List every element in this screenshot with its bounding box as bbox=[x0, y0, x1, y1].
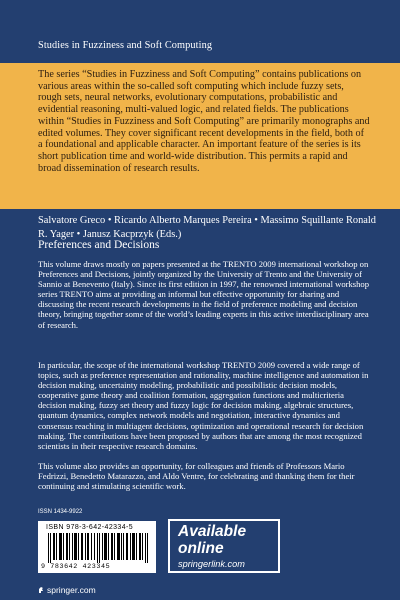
series-description: The series “Studies in Fuzziness and Soft Computing” contains publications on various areas within the so-called soft computing which include fuzzy sets, rough sets, neural networks, evolutionary computations, probabilistic and evidential reasoning, multi-valued logic, and related fields. The publications within “Studies in Fuzziness and Soft Computing” are primarily monographs and edited volumes. They cover significant recent developments in the field, both of a foundational and applicable character. An important feature of the series is its short publication time and world-wide distribution. This permits a rapid and broad dissemination of research results. bbox=[38, 69, 370, 174]
springerlink-url: springerlink.com bbox=[178, 559, 245, 569]
springer-horse-icon bbox=[38, 586, 44, 594]
series-title: Studies in Fuzziness and Soft Computing bbox=[38, 40, 213, 51]
barcode-bars bbox=[48, 533, 150, 563]
series-header-band bbox=[0, 0, 400, 63]
publisher-logo bbox=[38, 584, 96, 596]
isbn-barcode bbox=[38, 521, 156, 573]
publisher-url: springer.com bbox=[47, 585, 96, 595]
available-online-badge bbox=[168, 519, 280, 573]
available-online-line1: Available bbox=[178, 523, 247, 540]
book-title: Preferences and Decisions bbox=[38, 239, 160, 251]
editors-list: Salvatore Greco • Ricardo Alberto Marques Pereira • Massimo Squillante Ronald R. Yager • Janusz Kacprzyk (Eds.) bbox=[38, 215, 376, 240]
available-online-line2: online bbox=[178, 540, 224, 557]
issn-number: ISSN 1434-9922 bbox=[38, 509, 83, 515]
isbn-digits: 9 783642 423345 bbox=[41, 563, 111, 571]
isbn-label: ISBN 978-3-642-42334-5 bbox=[46, 524, 134, 531]
book-description-paragraph-2: In particular, the scope of the international workshop TRENTO 2009 covered a wide range of topics, such as preference representation and rationality, machine intelligence and automation in decision making, uncertainty modeling, probabilistic and possibilistic decision models, cooperative game theory and coalition formation, aggregation functions and multicriteria decision making, fuzzy set theory and fuzzy logic for decision making, algebraic structures, quantum dynamics, complex network models and negotiation, interactive dynamics and consensus reaching in multiagent decisions, optimization and operational research for decision making. The contributions have been proposed by authors that are among the most recognized scientists in their respective research domains. bbox=[38, 360, 369, 451]
book-description-paragraph-3: This volume also provides an opportunity, for colleagues and friends of Professors Mario Fedrizzi, Benedetto Matarazzo, and Aldo Ventre, for celebrating and thanking them for their continuing and stimulating scientific work. bbox=[38, 461, 355, 492]
book-description-paragraph-1: This volume draws mostly on papers presented at the TRENTO 2009 international workshop on Preferences and Decisions, jointly organized by the University of Trento and the University of Sannio at Benevento (Italy). Since its first edition in 1997, the renowned international workshop series TRENTO aims at providing an informal but effective opportunity for sharing and discussing the recent research developments in the field of preference modeling and decision theory, bringing together some of the world’s leading experts in this active interdisciplinary area of research. bbox=[38, 259, 370, 330]
